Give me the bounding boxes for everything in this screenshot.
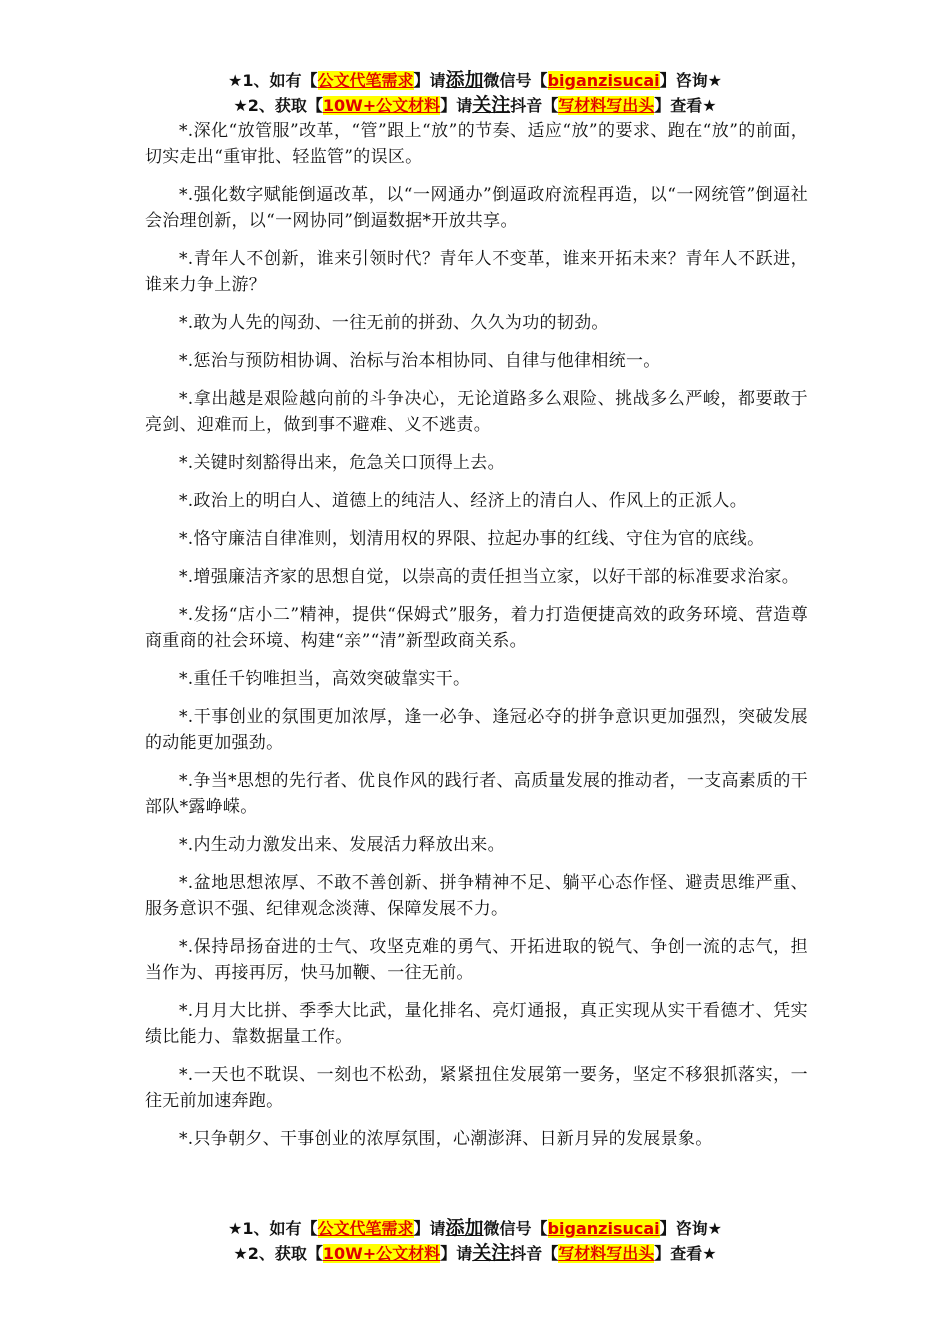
banner-text: 】请: [413, 71, 446, 90]
highlight-text: 公文代笔需求: [317, 71, 414, 90]
banner-line-2: [0, 1241, 950, 1266]
banner-line-1: [0, 1216, 950, 1241]
banner-text: 】请: [440, 96, 473, 115]
document-body: [145, 118, 808, 1164]
highlight-text: 公文代笔需求: [317, 1219, 414, 1238]
paragraph: *.青年人不创新，谁来引领时代？青年人不变革，谁来开拓未来？青年人不跃进，谁来力争上游？: [145, 249, 808, 295]
banner-text: 】查看★: [654, 96, 717, 115]
paragraph: *.深化“放管服”改革，“管”跟上“放”的节奏、适应“放”的要求、跑在“放”的前面，切实走出“重审批、轻监管”的误区。: [145, 121, 808, 167]
banner-text: ★2、获取【: [233, 1244, 323, 1263]
highlight-text: 10W+公文材料: [322, 1244, 441, 1263]
banner-text: 】咨询★: [659, 1219, 722, 1238]
paragraph: *.一天也不耽误、一刻也不松劲，紧紧扭住发展第一要务，坚定不移狠抓落实，一往无前加速奔跑。: [145, 1065, 808, 1111]
paragraph: *.月月大比拼、季季大比武，量化排名、亮灯通报，真正实现从实干看德才、凭实绩比能力、靠数据量工作。: [145, 1001, 808, 1047]
banner-line-1: [0, 68, 950, 93]
emphasis-text: 添加: [445, 69, 484, 91]
paragraph: *.保持昂扬奋进的士气、攻坚克难的勇气、开拓进取的锐气、争创一流的志气，担当作为、再接再厉，快马加鞭、一往无前。: [145, 937, 808, 983]
emphasis-text: 添加: [445, 1217, 484, 1239]
paragraph: *.恪守廉洁自律准则，划清用权的界限、拉起办事的红线、守住为官的底线。: [179, 529, 765, 549]
paragraph: *.盆地思想浓厚、不敢不善创新、拼争精神不足、躺平心态作怪、避责思维严重、服务意识不强、纪律观念淡薄、保障发展不力。: [145, 873, 808, 919]
paragraph: *.增强廉洁齐家的思想自觉，以崇高的责任担当立家，以好干部的标准要求治家。: [179, 567, 800, 587]
paragraph: *.敢为人先的闯劲、一往无前的拼劲、久久为功的韧劲。: [179, 313, 609, 333]
highlight-text: 写材料写出头: [558, 96, 655, 115]
banner-text: ★1、如有【: [228, 1219, 318, 1238]
emphasis-text: 关注: [472, 94, 511, 116]
paragraph: *.强化数字赋能倒逼改革，以“一网通办”倒逼政府流程再造，以“一网统管”倒逼社会治理创新，以“一网协同”倒逼数据*开放共享。: [145, 185, 808, 231]
paragraph: *.关键时刻豁得出来，危急关口顶得上去。: [179, 453, 505, 473]
banner-text: 抖音【: [510, 96, 559, 115]
paragraph: *.内生动力激发出来、发展活力释放出来。: [179, 835, 505, 855]
header-banner: [0, 68, 950, 118]
banner-line-2: [0, 93, 950, 118]
footer-banner: [0, 1216, 950, 1266]
banner-text: 】请: [440, 1244, 473, 1263]
paragraph: *.拿出越是艰险越向前的斗争决心，无论道路多么艰险、挑战多么严峻，都要敢于亮剑、迎难而上，做到事不避难、义不逃责。: [145, 389, 808, 435]
banner-text: 微信号【: [483, 71, 548, 90]
highlight-text: 写材料写出头: [558, 1244, 655, 1263]
banner-text: 】请: [413, 1219, 446, 1238]
banner-text: 】查看★: [654, 1244, 717, 1263]
banner-text: 抖音【: [510, 1244, 559, 1263]
paragraph: *.重任千钧唯担当，高效突破靠实干。: [179, 669, 471, 689]
paragraph: *.发扬“店小二”精神，提供“保姆式”服务，着力打造便捷高效的政务环境、营造尊商重商的社会环境、构建“亲”“清”新型政商关系。: [145, 605, 808, 651]
paragraph: *.政治上的明白人、道德上的纯洁人、经济上的清白人、作风上的正派人。: [179, 491, 748, 511]
highlight-text: biganzisucai: [547, 71, 660, 90]
emphasis-text: 关注: [472, 1242, 511, 1264]
banner-text: ★1、如有【: [228, 71, 318, 90]
banner-text: 】咨询★: [659, 71, 722, 90]
paragraph: *.干事创业的氛围更加浓厚，逢一必争、逢冠必夺的拼争意识更加强烈，突破发展的动能更加强劲。: [145, 707, 808, 753]
highlight-text: 10W+公文材料: [322, 96, 441, 115]
banner-text: 微信号【: [483, 1219, 548, 1238]
banner-text: ★2、获取【: [233, 96, 323, 115]
paragraph: *.只争朝夕、干事创业的浓厚氛围，心潮澎湃、日新月异的发展景象。: [179, 1129, 713, 1149]
highlight-text: biganzisucai: [547, 1219, 660, 1238]
paragraph: *.争当*思想的先行者、优良作风的践行者、高质量发展的推动者，一支高素质的干部队*露峥嵘。: [145, 771, 808, 817]
paragraph: *.惩治与预防相协调、治标与治本相协同、自律与他律相统一。: [179, 351, 661, 371]
